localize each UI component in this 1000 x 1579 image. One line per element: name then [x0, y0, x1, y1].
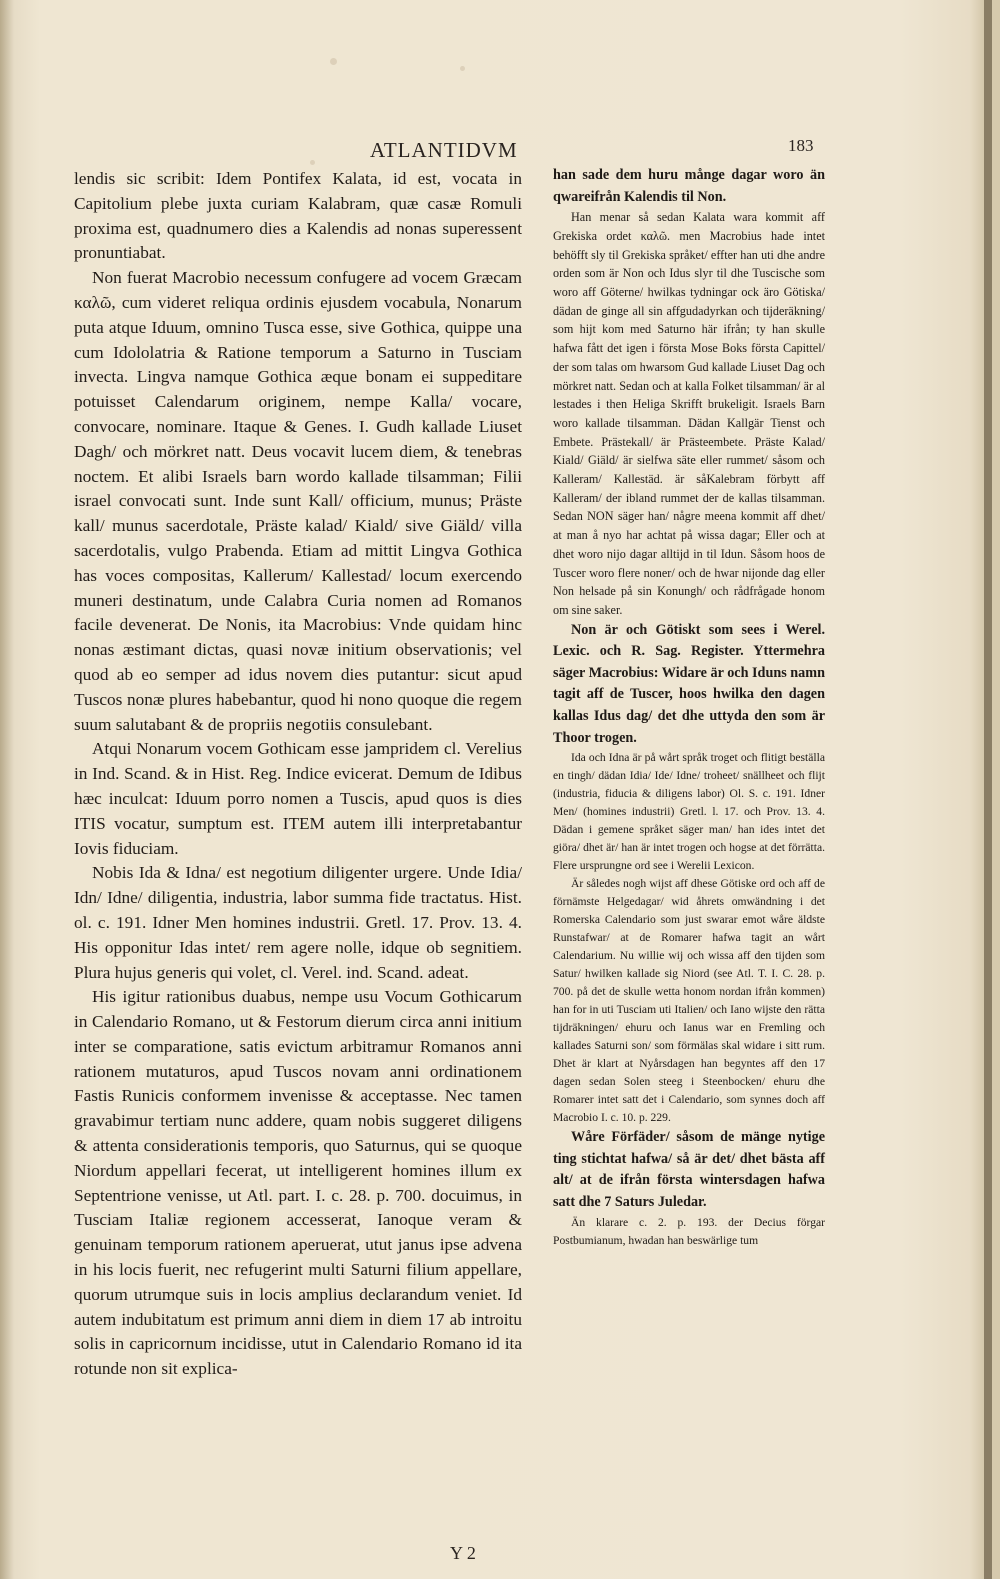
page-number: 183 [788, 136, 814, 155]
running-title: ATLANTIDVM [370, 138, 518, 162]
latin-paragraph: Atqui Nonarum vocem Gothicam esse jampridem cl. Verelius in Ind. Scand. & in Hist. Reg. Indice evicerat. Demum de Idibus hæc inculcat: Iduum porro nomen a Tuscis, apud quos is dies ITIS vocatur, sumptum est. ITEM autem illi interpretabantur Iovis fiduciam. [74, 739, 522, 858]
swedish-paragraph: Wåre Förfäder/ såsom de mänge nytige ting stichtat hafwa/ så är det/ dhet bästa aff alt/ at de ifrån första wintersdagen hafwa satt dhe 7 Saturs Juledar. [553, 1129, 825, 1210]
swedish-paragraph: Är således nogh wijst aff dhese Götiske ord och aff de förnämste Helgedagar/ wid åhrets omwändning i det Romerska Calendario som just swarar emot wåre äldste Runstafwar/ at de Romarer hafwa tagit an wårt Calendarium. Nu willie wij och wissa aff den tijden som Satur/ hwilken kallade sig Niord (see Atl. T. I. C. 28. p. 700. på det de skulle wetta honom nordan ifrån kommen) han for in uti Tusciam uti Italien/ och Iano wijste den rätta tijdräkningen/ ehuru och Ianus war en Fremling och kallades Saturni son/ som förmälas skal widare i sitt rum. Dhet är klart at Nyårsdagen han begyntes aff den 17 dagen sedan Solen steeg i Steenbocken/ ehuru dhe Romarer intet satt det i Calendario, som synnes doch aff Macrobio I. c. 10. p. 229. [553, 877, 825, 1125]
latin-paragraph: Nobis Ida & Idna/ est negotium diligenter urgere. Unde Idia/ Idn/ Idne/ diligentia, industria, labor summa fide tractatus. Hist. ol. c. 191. Idner Men homines industrii. Gretl. 17. Prov. 13. 4. His opponitur Idas intet/ rem agere nolle, idque ob segnitiem. Plura hujus generis qui volet, cl. Verel. ind. Scand. adeat. [74, 863, 522, 982]
latin-paragraph: His igitur rationibus duabus, nempe usu Vocum Gothicarum in Calendario Romano, ut & Festorum dierum circa anni initium inter se comparatione, satis evictum arbitramur Romanos anni rationem mutaturos, apud Tuscos novam anni ordinationem Fastis Runicis conformem invenisse & acceptasse. Nec tamen gravabimur tertiam nunc addere, quam nobis suggeret diligens & attenta considerationis temporis, quo Saturnus, qui se quoque Niordum appellari fecerat, ut intelligerent homines illum ex Septentrione venisse, ut Atl. part. I. c. 28. p. 700. docuimus, in Tusciam Italiæ regionem accesserat, Ianoque veram & genuinam temporum rationem aperuerat, utut janus ipse advena in his locis fuerit, nec refugerint multi Saturni filium appellare, quorum utrumque suis in locis amplius declarandum veniet. Id autem indubitatum est primum anni diem in diem 17 ab introitu solis in capricornum incidisse, utut in Calendario Romano id ita rotunde non sit explica- [74, 987, 522, 1379]
foxing-spot [460, 66, 465, 71]
foxing-spot [310, 160, 315, 165]
swedish-column [553, 165, 825, 1250]
swedish-paragraph: Non är och Götiskt som sees i Werel. Lexic. och R. Sag. Register. Yttermehra säger Macrobius: Widare är och Iduns namn tagit aff de Tuscer, hoos hwilka den dagen kallas Idus dag/ det dhe uttyda den som är Thoor trogen. [553, 621, 825, 746]
swedish-paragraph: Ida och Idna är på wårt språk troget och flitigt beställa en tingh/ dädan Idia/ Ide/ Idne/ troheet/ snällheet och flijt (industria, fiducia & diligens labor) Ol. S. c. 191. Idner Men/ (homines industrii) Gretl. l. 17. och Prov. 13. 4. Dädan i gemene språket säger man/ han ides intet det giöra/ dhet är/ han är intet trogen och hogse at det förrätta. Flere ursprungne ord see i Werelii Lexicon. [553, 751, 825, 873]
signature-mark: Y 2 [450, 1543, 476, 1563]
latin-paragraph: lendis sic scribit: Idem Pontifex Kalata, id est, vocata in Capitolium plebe juxta curiam Kalabram, quæ casæ Romuli proxima est, quadnumero dies a Kalendis ad nonas superessent pronuntiabat. [74, 169, 522, 263]
latin-column [74, 167, 522, 1382]
foxing-spot [330, 58, 337, 65]
swedish-paragraph: Än klarare c. 2. p. 193. der Decius förgar Postbumianum, hwadan han beswärlige tum [553, 1215, 825, 1247]
page-edge [984, 0, 992, 1579]
latin-paragraph: Non fuerat Macrobio necessum confugere ad vocem Græcam καλῶ, cum videret reliqua ordinis ejusdem vocabula, Nonarum puta atque Iduum, omnino Tusca esse, sive Gothica, quippe una cum Idololatria & Ratione temporum a Saturno in Tusciam invecta. Lingva namque Gothica æque bonam ei suppeditare potuisset Calendarum originem, nempe Kalla/ vocare, convocare, nominare. Itaque & Genes. I. Gudh kallade Liuset Dagh/ och mörkret natt. Deus vocavit lucem diem, & tenebras noctem. Et alibi Israels barn wordo kallade tilsamman; Filii israel convocati sunt. Inde sunt Kall/ officium, munus; Präste kall/ munus sacerdotale, Präste kalad/ Kiald/ sive Giäld/ villa sacerdotalis, vulgo Prabenda. Etiam ad mittit Lingva Gothica has voces compositas, Kallerum/ Kallestad/ locum exercendo muneri destinatum, unde Calabra Curia nomen ad Romanos facile devenerat. De Nonis, ita Macrobius: Vnde quidam hinc nonas æstimant dictas, quasi novæ initium observationis; vel quod ab eo semper ad idus novem dies putantur: sicut apud Tuscos nonæ plures habebantur, quod hi nono quoque die regem suum salutabant & de propriis negotiis consulebant. [74, 268, 522, 734]
swedish-paragraph: han sade dem huru månge dagar woro än qwareifrån Kalendis til Non. [553, 167, 825, 205]
swedish-paragraph: Han menar så sedan Kalata wara kommit aff Grekiska ordet καλῶ. men Macrobius hade intet behöfft sly til Grekiska språket/ effter han uti dhe andre orden som är Non och Idus slyr til dhe Tuscische som woro aff Göterne/ hwilkas tydningar ock äro Götiska/ dädan de ginge all sin affgudadyrkan och tijderäkning/ som hijt kom med Saturno här ifrån; ty han skulle hafwa fått det igen i första Mose Boks första Capittel/ der som talas om hwarsom Gud kallade Liuset Dag och mörkret natt. Sedan och at kalla Folket tilsamman/ är al lestades i then Heliga Skrifft brukeligit. Israels Barn woro kallade tilsamman. Dädan Kallgär Tienst och Embete. Prästekall/ är Prästeembete. Präste Kalad/ Kiald/ Giäld/ är sielfwa säte eller rummet/ såsom och Kalleram/ Kallestäd. är såKalebram förbytt aff Kalleram/ der ibland rummet der de kallas tilsamman. Sedan NON säger han/ någre meena kommit aff dhet/ at man å nyo har achtat på wissa dagar; Eller och at dhet woro nijo dagar alltijd in til Idun. Såsom hoos de Tuscer woro flere noner/ och de hwar nijonde dag eller Non helsade på sin Konungh/ och rådfrågade honom om sine saker. [553, 210, 825, 617]
